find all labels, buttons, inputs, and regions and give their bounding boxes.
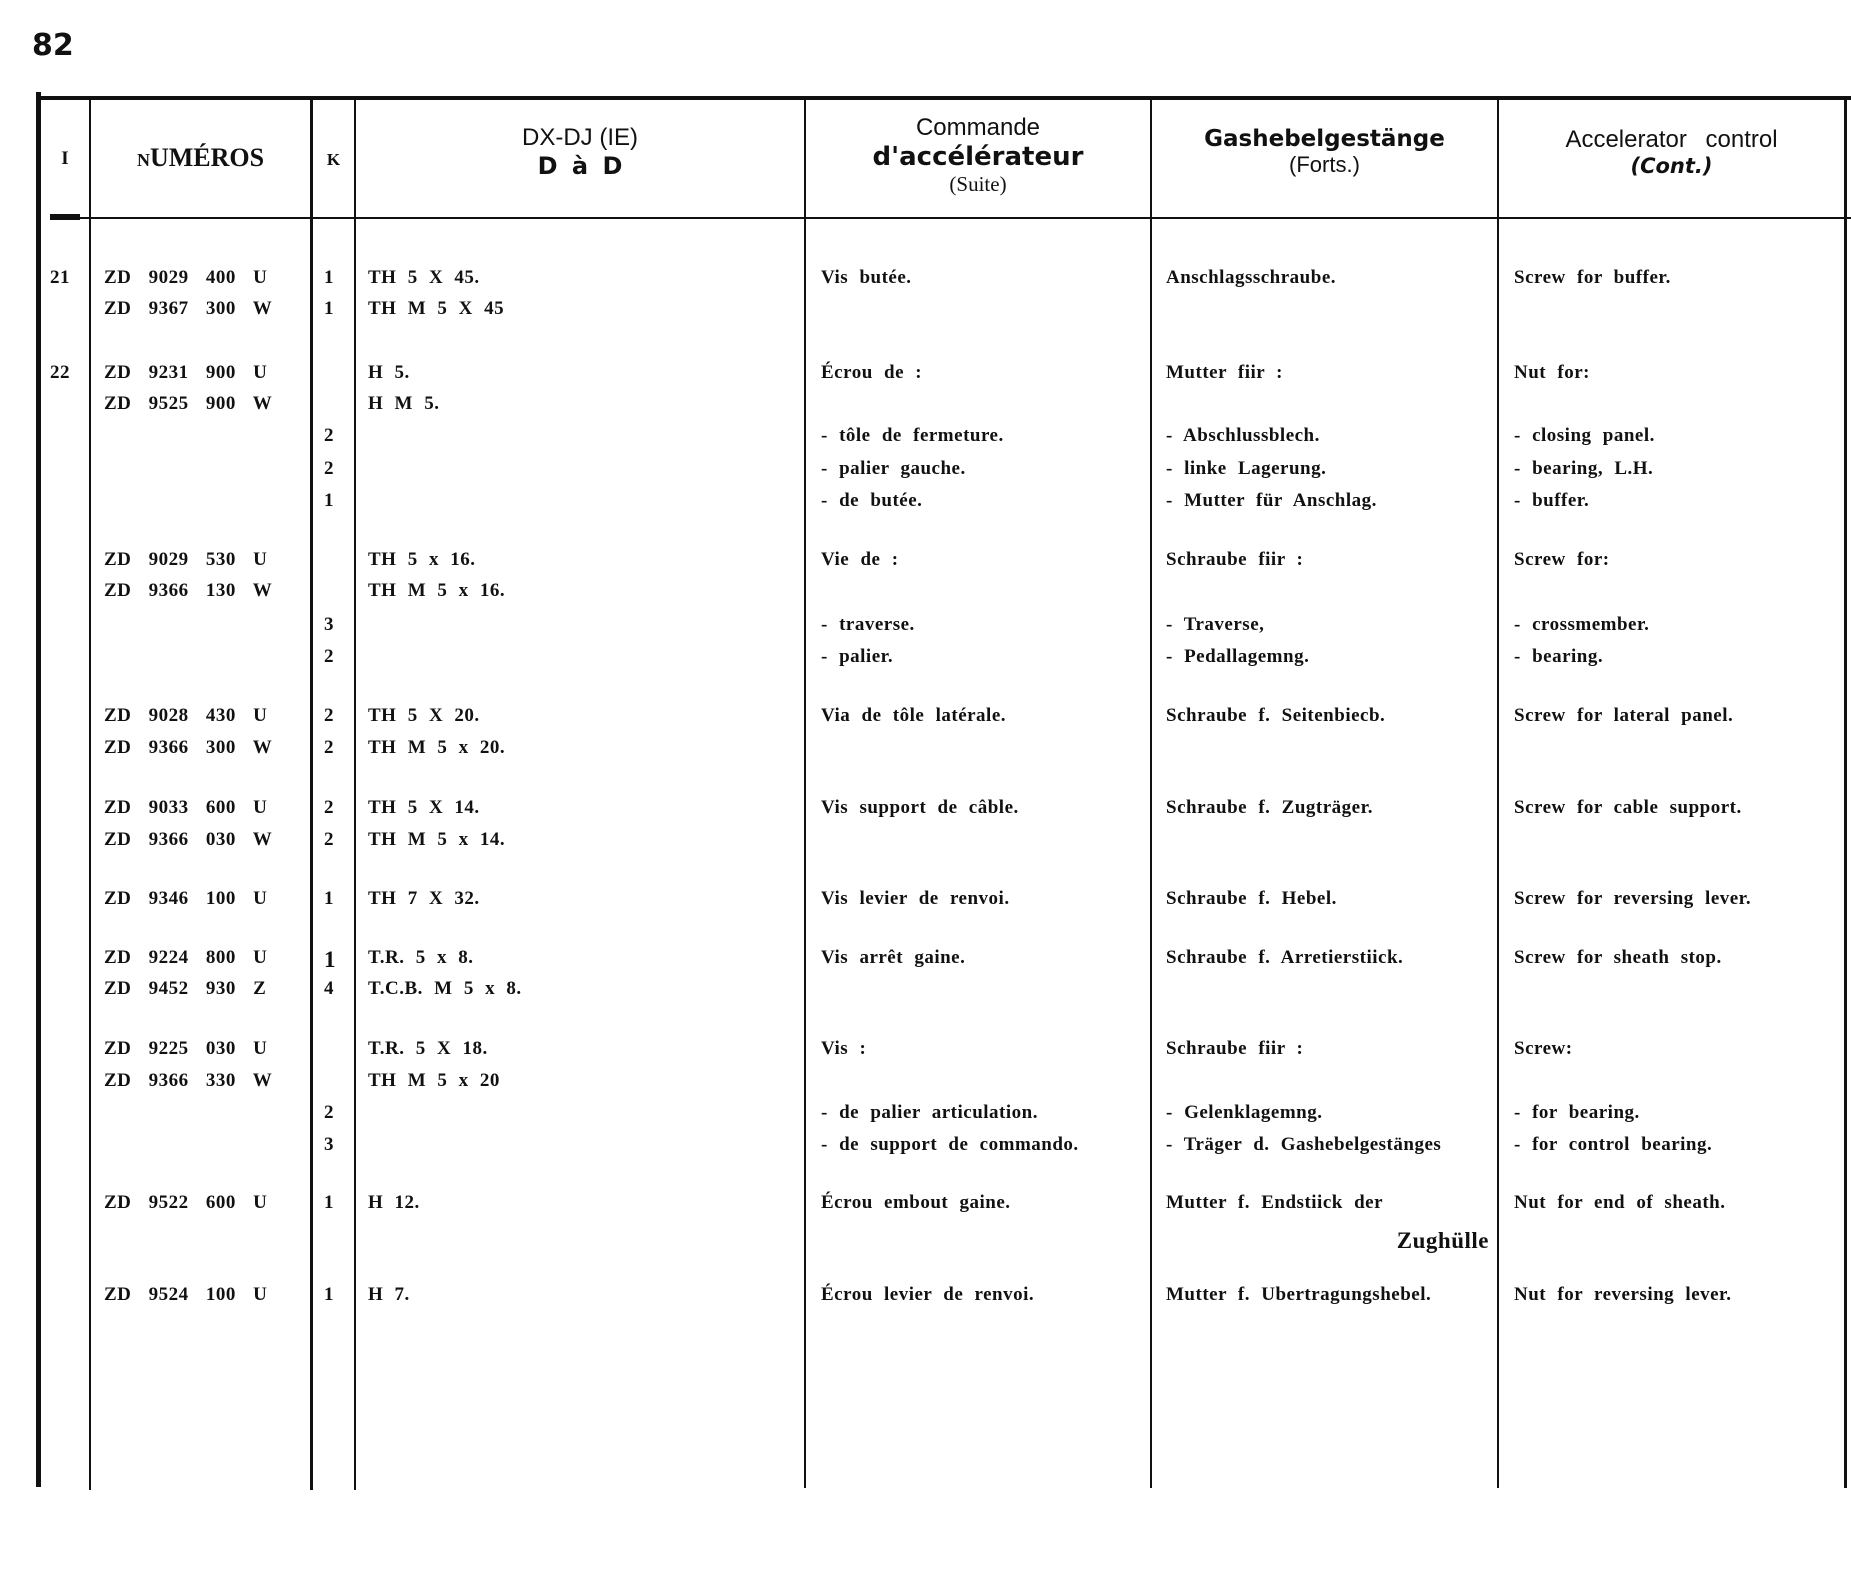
cell-french: Vis :	[821, 1038, 867, 1059]
cell-quantity: 2	[324, 646, 334, 667]
cell-german: - Mutter für Anschlag.	[1166, 490, 1377, 511]
header-col-index	[41, 148, 89, 170]
cell-french: - de support de commando.	[821, 1134, 1079, 1155]
header-de-line1: Gashebelgestänge	[1204, 126, 1445, 152]
cell-german: - Pedallagemng.	[1166, 646, 1310, 667]
cell-english: Screw for buffer.	[1514, 267, 1671, 288]
cell-german: Schraube f. Zugträger.	[1166, 797, 1374, 818]
header-numbers-label: UMÉROS	[149, 143, 265, 172]
cell-spec: H 12.	[368, 1192, 420, 1213]
cell-french: - palier.	[821, 646, 894, 667]
cell-english: Nut for end of sheath.	[1514, 1192, 1726, 1213]
cell-french: Vis butée.	[821, 267, 912, 288]
cell-french: Vis arrêt gaine.	[821, 947, 966, 968]
cell-spec: TH 5 X 14.	[368, 797, 480, 818]
header-index-label: I	[61, 148, 69, 169]
cell-english: Screw for cable support.	[1514, 797, 1742, 818]
cell-quantity: 1	[324, 1192, 334, 1213]
cell-spec: T.R. 5 x 8.	[368, 947, 474, 968]
table-left-border	[36, 92, 41, 1487]
col-divider-1	[89, 98, 91, 1490]
cell-quantity: 2	[324, 737, 334, 758]
cell-french: - traverse.	[821, 614, 915, 635]
col-divider-5	[1150, 98, 1152, 1488]
cell-german: Schraube fiir :	[1166, 549, 1304, 570]
cell-german: - Abschlussblech.	[1166, 425, 1320, 446]
cell-german: Schraube f. Seitenbiecb.	[1166, 705, 1386, 726]
cell-spec: TH M 5 X 45	[368, 298, 505, 319]
cell-index: 21	[50, 267, 70, 288]
cell-part-number: ZD 9366 030 W	[104, 829, 273, 850]
col-divider-2	[310, 98, 313, 1490]
cell-quantity: 1	[324, 267, 334, 288]
cell-part-number: ZD 9366 130 W	[104, 580, 273, 601]
cell-german: - linke Lagerung.	[1166, 458, 1327, 479]
cell-spec: T.C.B. M 5 x 8.	[368, 978, 522, 999]
cell-english: Screw for reversing lever.	[1514, 888, 1752, 909]
header-bottom-rule	[50, 217, 1851, 219]
cell-part-number: ZD 9224 800 U	[104, 947, 268, 968]
cell-quantity: 3	[324, 1134, 334, 1155]
cell-part-number: ZD 9029 400 U	[104, 267, 268, 288]
cell-english: Nut for:	[1514, 362, 1590, 383]
page-number: 82	[32, 28, 74, 63]
header-de-line2: (Forts.)	[1289, 152, 1360, 177]
cell-german: Schraube fiir :	[1166, 1038, 1304, 1059]
header-fr-line3: (Suite)	[949, 172, 1007, 196]
cell-german: - Träger d. Gashebelgestänges	[1166, 1134, 1442, 1155]
header-en-line1: Accelerator control	[1565, 126, 1778, 153]
cell-part-number: ZD 9522 600 U	[104, 1192, 268, 1213]
cell-spec: TH 5 X 20.	[368, 705, 480, 726]
cell-spec: TH 7 X 32.	[368, 888, 480, 909]
cell-english: Nut for reversing lever.	[1514, 1284, 1732, 1305]
cell-english: - bearing, L.H.	[1514, 458, 1654, 479]
header-en-line2: (Cont.)	[1630, 154, 1713, 178]
cell-german: Mutter fiir :	[1166, 362, 1283, 383]
cell-german: Zughülle	[1396, 1228, 1489, 1253]
cell-german: Schraube f. Hebel.	[1166, 888, 1337, 909]
cell-quantity: 1	[324, 298, 334, 319]
cell-french: Vis levier de renvoi.	[821, 888, 1010, 909]
cell-german: Mutter f. Ubertragungshebel.	[1166, 1284, 1432, 1305]
cell-english: - crossmember.	[1514, 614, 1650, 635]
header-model-line1: DX-DJ (IE)	[522, 124, 638, 151]
cell-spec: H 5.	[368, 362, 410, 383]
header-model-line2: D à D	[537, 152, 623, 180]
header-col-fr	[806, 114, 1150, 197]
col-divider-6	[1497, 98, 1499, 1488]
cell-part-number: ZD 9346 100 U	[104, 888, 268, 909]
cell-spec: TH 5 x 16.	[368, 549, 476, 570]
cell-english: - for bearing.	[1514, 1102, 1640, 1123]
cell-part-number: ZD 9366 300 W	[104, 737, 273, 758]
cell-german: Schraube f. Arretierstiick.	[1166, 947, 1404, 968]
header-numbers-prefix: N	[136, 150, 150, 170]
cell-quantity: 2	[324, 705, 334, 726]
cell-french: - palier gauche.	[821, 458, 966, 479]
cell-part-number: ZD 9029 530 U	[104, 549, 268, 570]
cell-spec: T.R. 5 X 18.	[368, 1038, 488, 1059]
cell-quantity: 4	[324, 978, 334, 999]
cell-quantity: 1	[324, 1284, 334, 1305]
cell-english: - closing panel.	[1514, 425, 1655, 446]
header-col-de	[1152, 126, 1497, 178]
cell-french: Via de tôle latérale.	[821, 705, 1007, 726]
cell-spec: TH M 5 x 20.	[368, 737, 506, 758]
cell-english: - for control bearing.	[1514, 1134, 1713, 1155]
cell-part-number: ZD 9452 930 Z	[104, 978, 267, 999]
cell-quantity: 2	[324, 458, 334, 479]
cell-english: Screw for lateral panel.	[1514, 705, 1734, 726]
cell-quantity: 2	[324, 1102, 334, 1123]
cell-part-number: ZD 9231 900 U	[104, 362, 268, 383]
cell-part-number: ZD 9225 030 U	[104, 1038, 268, 1059]
cell-quantity: 1	[324, 947, 336, 972]
cell-english: - buffer.	[1514, 490, 1590, 511]
cell-quantity: 2	[324, 797, 334, 818]
header-fr-line2: d'accélérateur	[872, 142, 1084, 172]
cell-quantity: 2	[324, 829, 334, 850]
header-left-mark	[50, 214, 80, 220]
cell-french: Écrou embout gaine.	[821, 1192, 1011, 1213]
col-divider-3	[354, 98, 356, 1490]
cell-quantity: 1	[324, 490, 334, 511]
header-fr-line1: Commande	[915, 114, 1041, 141]
cell-french: Écrou de :	[821, 362, 923, 383]
header-col-numbers	[91, 143, 310, 173]
cell-french: - de palier articulation.	[821, 1102, 1038, 1123]
header-k-label: K	[326, 150, 341, 169]
cell-english: Screw:	[1514, 1038, 1573, 1059]
cell-english: Screw for:	[1514, 549, 1610, 570]
cell-french: Écrou levier de renvoi.	[821, 1284, 1035, 1305]
cell-part-number: ZD 9525 900 W	[104, 393, 273, 414]
cell-french: - tôle de fermeture.	[821, 425, 1004, 446]
cell-part-number: ZD 9366 330 W	[104, 1070, 273, 1091]
cell-spec: TH M 5 x 14.	[368, 829, 506, 850]
cell-index: 22	[50, 362, 70, 383]
cell-english: Screw for sheath stop.	[1514, 947, 1722, 968]
cell-part-number: ZD 9028 430 U	[104, 705, 268, 726]
cell-english: - bearing.	[1514, 646, 1604, 667]
cell-quantity: 2	[324, 425, 334, 446]
table-top-rule	[36, 96, 1851, 100]
cell-part-number: ZD 9367 300 W	[104, 298, 273, 319]
col-divider-4	[804, 98, 806, 1488]
cell-french: Vis support de câble.	[821, 797, 1019, 818]
cell-german: - Traverse,	[1166, 614, 1265, 635]
cell-part-number: ZD 9033 600 U	[104, 797, 268, 818]
cell-german: Mutter f. Endstiick der	[1166, 1192, 1384, 1213]
table-right-border	[1844, 98, 1847, 1488]
header-col-k	[313, 150, 354, 170]
header-col-model	[356, 124, 804, 180]
cell-german: - Gelenklagemng.	[1166, 1102, 1323, 1123]
cell-french: - de butée.	[821, 490, 923, 511]
cell-spec: TH M 5 x 20	[368, 1070, 500, 1091]
cell-spec: H 7.	[368, 1284, 410, 1305]
cell-german: Anschlagsschraube.	[1166, 267, 1336, 288]
header-col-en	[1499, 126, 1844, 178]
cell-french: Vie de :	[821, 549, 899, 570]
cell-quantity: 1	[324, 888, 334, 909]
cell-spec: H M 5.	[368, 393, 440, 414]
cell-spec: TH 5 X 45.	[368, 267, 480, 288]
cell-spec: TH M 5 x 16.	[368, 580, 506, 601]
cell-part-number: ZD 9524 100 U	[104, 1284, 268, 1305]
cell-quantity: 3	[324, 614, 334, 635]
